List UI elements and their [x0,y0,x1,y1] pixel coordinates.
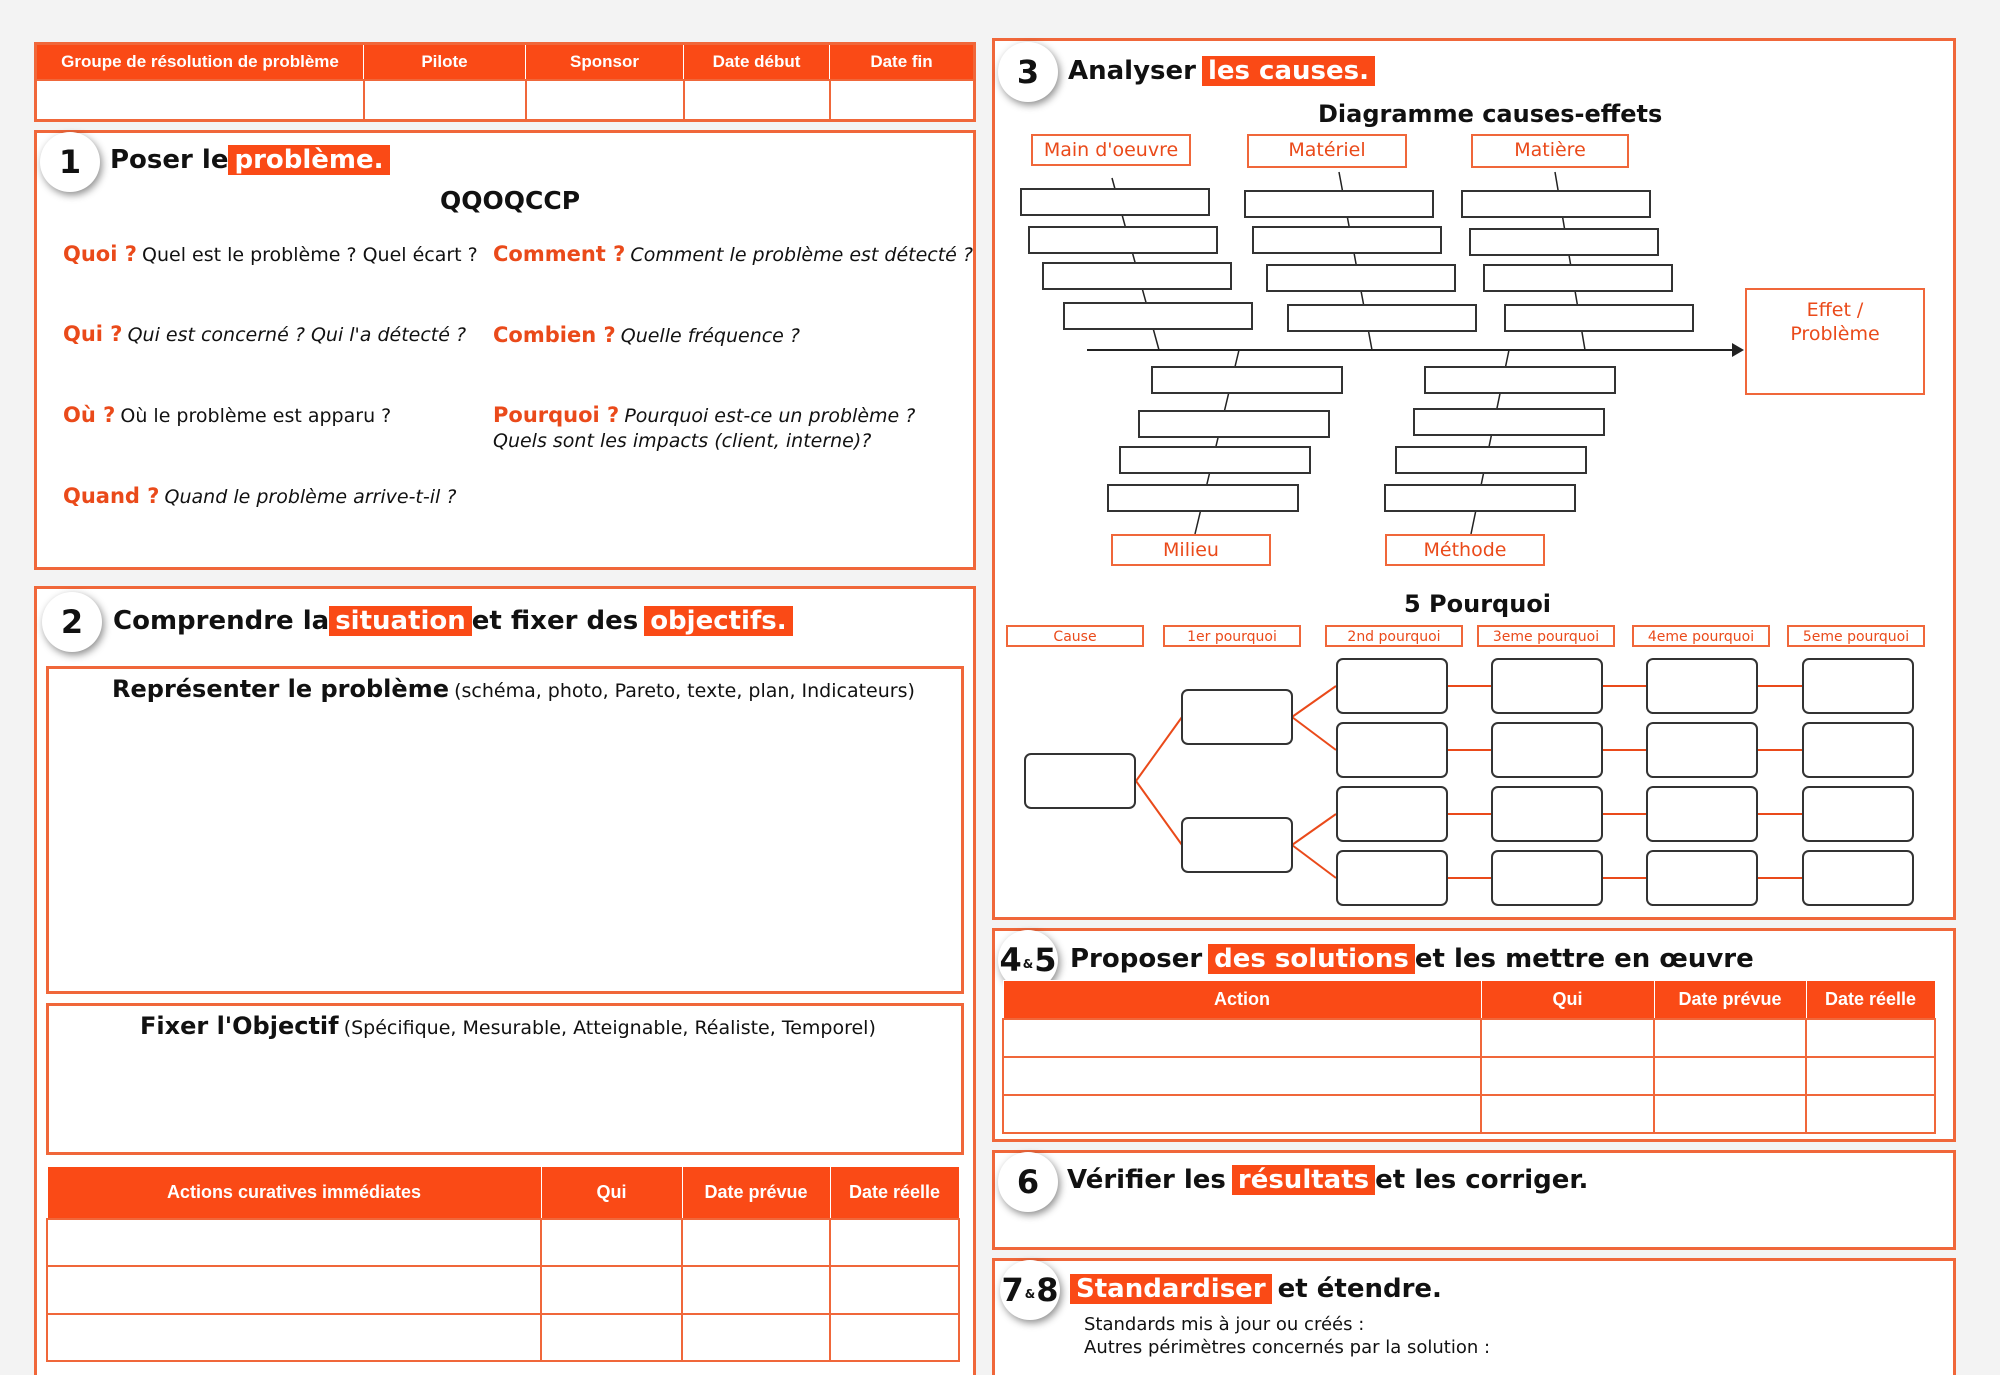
cause-box[interactable] [1107,484,1299,512]
objectif-title: Fixer l'Objectif (Spécifique, Mesurable, Atteignable, Réaliste, Temporel) [140,1012,876,1040]
why-1-box[interactable] [1181,817,1293,873]
cause-box[interactable] [1020,188,1210,216]
why-2-box[interactable] [1336,850,1448,906]
why-3-box[interactable] [1491,786,1603,842]
five-why-col-4: 4eme pourquoi [1632,625,1770,647]
table-row [1003,1019,1935,1057]
header-table [34,42,976,122]
solutions-col-date-reelle: Date réelle [1806,981,1935,1019]
question-combien: Combien ? Quelle fréquence ? [493,323,800,347]
why-4-box[interactable] [1646,786,1758,842]
actions-col-qui: Qui [541,1167,682,1219]
cause-box[interactable] [1244,190,1434,218]
header-col-date-debut: Date début [684,44,830,80]
question-pourquoi: Pourquoi ? Pourquoi est-ce un problème ? [493,403,916,427]
why-4-box[interactable] [1646,850,1758,906]
cause-box[interactable] [1461,190,1651,218]
spine-connector [1744,349,1746,351]
cause-box[interactable] [1483,264,1673,292]
header-col-sponsor: Sponsor [526,44,684,80]
section-78-number: 7 & 8 [1000,1260,1060,1320]
cause-box[interactable] [1042,262,1232,290]
actions-col-date-prevue: Date prévue [682,1167,830,1219]
standards-line: Standards mis à jour ou créés : [1084,1314,1365,1335]
cause-box[interactable] [1252,226,1442,254]
represent-problem-box[interactable] [46,666,964,994]
solutions-table [1002,980,1936,1134]
question-ou: Où ? Où le problème est apparu ? [63,403,392,427]
effect-line-2: Problème [1790,323,1880,345]
five-why-col-5: 5eme pourquoi [1787,625,1925,647]
category-methode: Méthode [1385,534,1545,566]
cause-box[interactable] [1151,366,1343,394]
cause-box[interactable] [1119,446,1311,474]
section-1-title: Poser le problème. [110,145,390,175]
cause-box[interactable] [1266,264,1456,292]
table-row [47,1266,959,1314]
section-3-number: 3 [998,42,1058,102]
header-cell-date-debut[interactable] [684,80,830,121]
represent-problem-title: Représenter le problème (schéma, photo, Pareto, texte, plan, Indicateurs) [112,675,915,703]
why-3-box[interactable] [1491,722,1603,778]
effect-box [1745,288,1925,395]
table-row [47,1314,959,1362]
question-quand: Quand ? Quand le problème arrive-t-il ? [63,484,457,508]
cause-box[interactable] [1028,226,1218,254]
five-why-title: 5 Pourquoi [1404,590,1552,618]
five-why-col-2: 2nd pourquoi [1325,625,1463,647]
table-row [1003,1095,1935,1133]
why-4-box[interactable] [1646,722,1758,778]
question-quoi: Quoi ? Quel est le problème ? Quel écart ? [63,242,478,266]
why-cause-box[interactable] [1024,753,1136,809]
why-5-box[interactable] [1802,850,1914,906]
category-main-oeuvre: Main d'oeuvre [1031,134,1191,166]
cause-box[interactable] [1413,408,1605,436]
why-5-box[interactable] [1802,658,1914,714]
why-2-box[interactable] [1336,658,1448,714]
ishikawa-title: Diagramme causes-effets [1318,100,1663,128]
solutions-col-qui: Qui [1481,981,1654,1019]
header-cell-date-fin[interactable] [830,80,975,121]
why-5-box[interactable] [1802,786,1914,842]
cause-box[interactable] [1395,446,1587,474]
solutions-col-action: Action [1003,981,1481,1019]
cause-box[interactable] [1063,302,1253,330]
section-78-title: Standardiser et étendre. [1070,1274,1442,1304]
cause-box[interactable] [1384,484,1576,512]
question-comment: Comment ? Comment le problème est détecté ? [493,242,973,266]
spine-arrowhead [1732,343,1744,357]
section-2-number: 2 [42,592,102,652]
section-2-title: Comprendre la situation et fixer des objectifs. [113,606,793,636]
cause-box[interactable] [1138,410,1330,438]
header-cell-pilote[interactable] [364,80,526,121]
why-3-box[interactable] [1491,658,1603,714]
why-4-box[interactable] [1646,658,1758,714]
cause-box[interactable] [1504,304,1694,332]
header-cell-group[interactable] [36,80,364,121]
section-1-number: 1 [40,132,100,192]
question-qui: Qui ? Qui est concerné ? Qui l'a détecté ? [63,322,467,346]
category-materiel: Matériel [1247,134,1407,168]
cause-box[interactable] [1424,366,1616,394]
category-milieu: Milieu [1111,534,1271,566]
actions-curatives-table [46,1166,960,1362]
effect-line-1: Effet / [1806,299,1864,321]
why-3-box[interactable] [1491,850,1603,906]
section-6-number: 6 [998,1152,1058,1212]
section-45-number: 4 & 5 [998,930,1058,990]
cause-box[interactable] [1287,304,1477,332]
section-6-title: Vérifier les résultats et les corriger. [1067,1165,1589,1195]
category-matiere: Matière [1471,134,1629,168]
question-pourquoi-impacts: Quels sont les impacts (client, interne)? [493,430,872,452]
table-row [1003,1057,1935,1095]
five-why-col-cause: Cause [1006,625,1144,647]
header-cell-sponsor[interactable] [526,80,684,121]
why-5-box[interactable] [1802,722,1914,778]
actions-col-date-reelle: Date réelle [830,1167,959,1219]
why-2-box[interactable] [1336,722,1448,778]
actions-col-action: Actions curatives immédiates [47,1167,541,1219]
header-col-date-fin: Date fin [830,44,975,80]
solutions-col-date-prevue: Date prévue [1654,981,1806,1019]
section-3-title: Analyser les causes. [1068,56,1375,86]
why-2-box[interactable] [1336,786,1448,842]
cause-box[interactable] [1469,228,1659,256]
table-row [47,1219,959,1267]
header-col-pilote: Pilote [364,44,526,80]
five-why-col-3: 3eme pourquoi [1477,625,1615,647]
perimetres-line: Autres périmètres concernés par la solution : [1084,1337,1491,1358]
header-col-group: Groupe de résolution de problème [36,44,364,80]
qqoqccp-title: QQOQCCP [440,186,581,215]
section-45-title: Proposer des solutions et les mettre en œuvre [1070,944,1754,974]
why-1-box[interactable] [1181,689,1293,745]
five-why-col-1: 1er pourquoi [1163,625,1301,647]
